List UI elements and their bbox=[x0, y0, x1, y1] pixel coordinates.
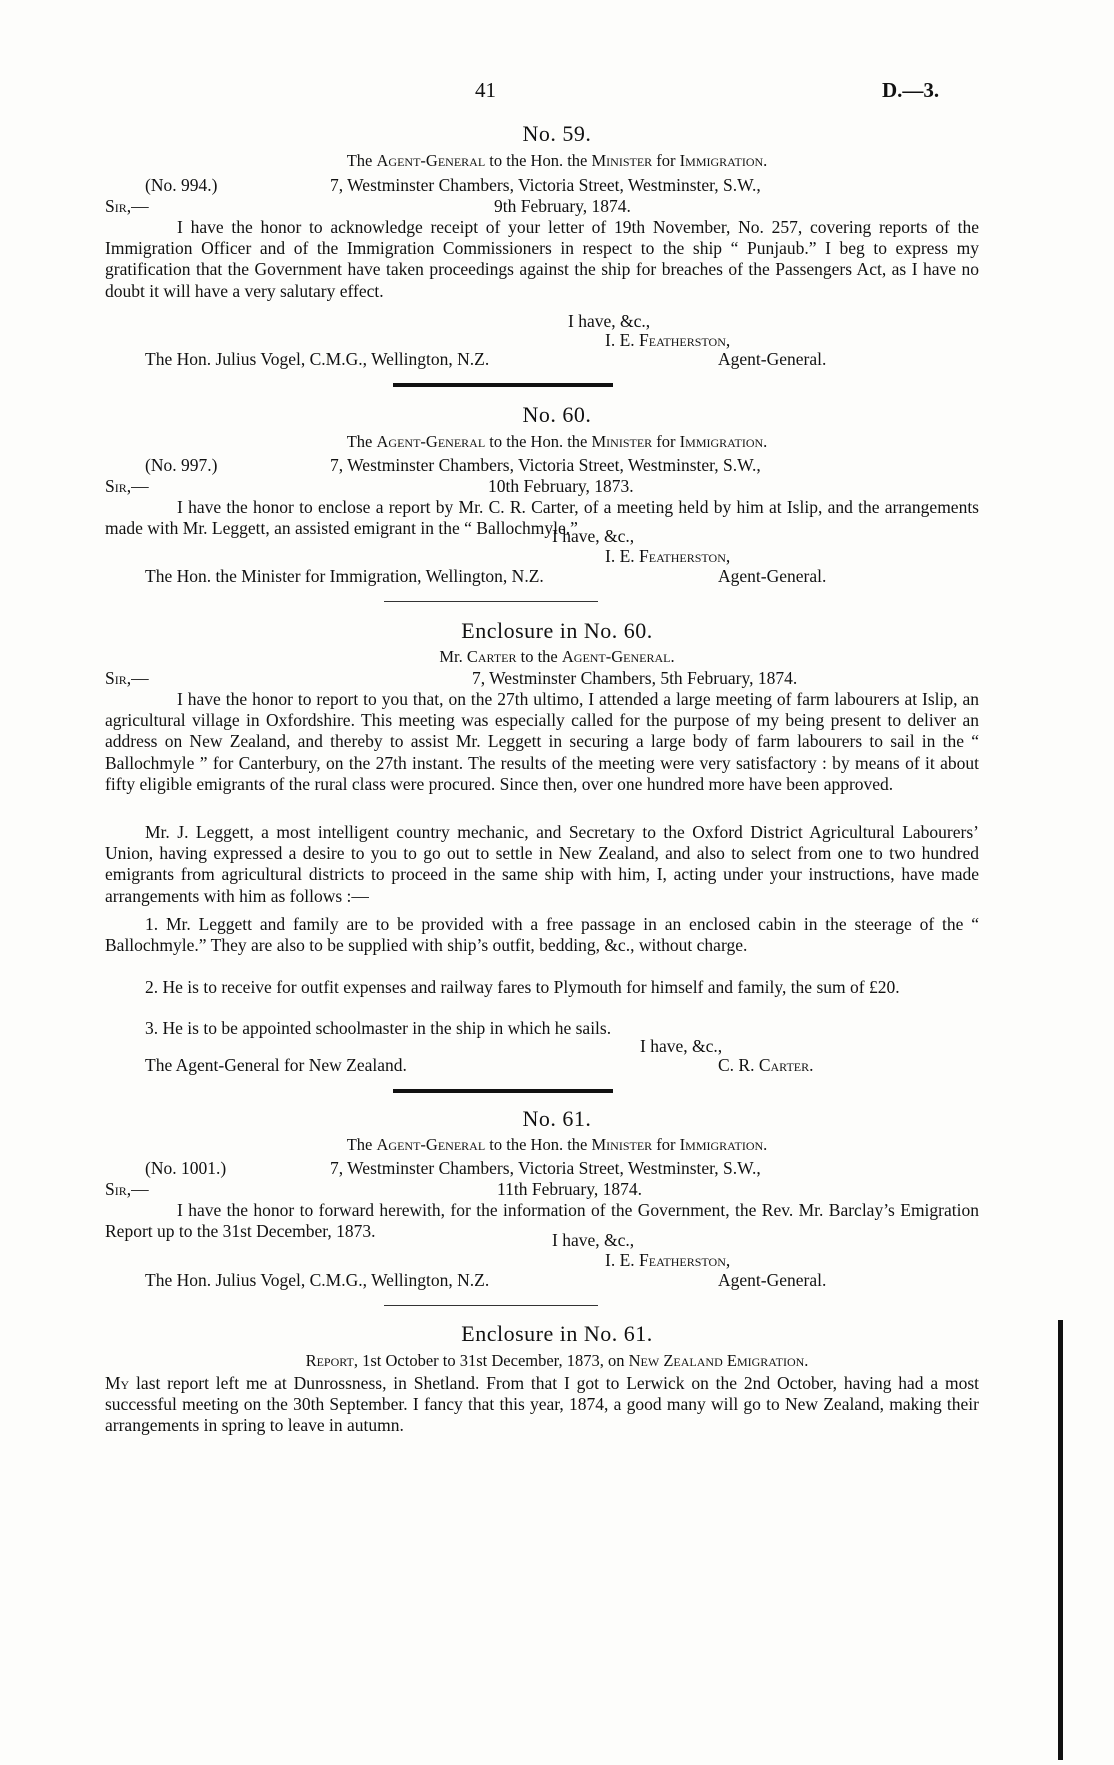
letter-60-address: 7, Westminster Chambers, Victoria Street, Westminster, S.W., bbox=[330, 455, 761, 475]
enclosure-60-item-3: 3. He is to be appointed schoolmaster in the ship in which he sails. bbox=[145, 1018, 612, 1038]
section-divider bbox=[384, 1305, 598, 1306]
enclosure-60-item-2: 2. He is to receive for outfit expenses and railway fares to Plymouth for himself and family, the sum of £20. bbox=[145, 977, 900, 997]
enclosure-61-first-word: My bbox=[105, 1373, 130, 1393]
enclosure-60-address-date: 7, Westminster Chambers, 5th February, 1874. bbox=[472, 668, 798, 688]
enclosure-60-from-to: Mr. Carter to the Agent-General. bbox=[439, 647, 675, 666]
scan-edge-line bbox=[1058, 1320, 1063, 1760]
section-divider bbox=[384, 601, 598, 602]
letter-59-recipient: The Hon. Julius Vogel, C.M.G., Wellington, N.Z. bbox=[145, 349, 490, 369]
enclosure-61-body bbox=[105, 1373, 979, 1437]
letter-60-salutation: Sir,— bbox=[105, 476, 149, 496]
letter-59-date: 9th February, 1874. bbox=[494, 196, 631, 216]
letter-59-closing: I have, &c., bbox=[568, 311, 651, 331]
letter-60-ref: (No. 997.) bbox=[145, 455, 218, 475]
enclosure-60-paragraph-2: Mr. J. Leggett, a most intelligent country mechanic, and Secretary to the Oxford District Agricultural Labourers’ Union, having expressed a desire to you to go out to settle in New Zealand, and also to select from one to two hundred emigrants from agricultural districts to proceed in the same ship with him, I, acting under your instructions, have made arrangements with him as follows :— bbox=[105, 822, 979, 906]
letter-60-closing: I have, &c., bbox=[552, 526, 635, 546]
enclosure-60-salutation: Sir,— bbox=[105, 668, 149, 688]
letter-60-sign-title: Agent-General. bbox=[718, 566, 827, 586]
letter-60-body: I have the honor to enclose a report by Mr. C. R. Carter, of a meeting held by him at Islip, and the arrangements made with Mr. Leggett, an assisted emigrant in the “ Ballochmyle.” bbox=[105, 497, 979, 539]
enclosure-60-signature: C. R. Carter. bbox=[718, 1055, 814, 1075]
section-divider bbox=[393, 383, 613, 387]
letter-61-from-to: The Agent-General to the Hon. the Minister for Immigration. bbox=[346, 1135, 768, 1154]
letter-60-date: 10th February, 1873. bbox=[488, 476, 634, 496]
page-number: 41 bbox=[475, 78, 496, 102]
letter-61-date: 11th February, 1874. bbox=[497, 1179, 642, 1199]
letter-61-ref: (No. 1001.) bbox=[145, 1158, 227, 1178]
letter-61-body: I have the honor to forward herewith, for the information of the Government, the Rev. Mr. Barclay’s Emigration Report up to the 31st December, 1873. bbox=[105, 1200, 979, 1242]
enclosure-61-title: Enclosure in No. 61. bbox=[461, 1321, 653, 1346]
letter-60-title: No. 60. bbox=[522, 402, 592, 427]
letter-60-recipient: The Hon. the Minister for Immigration, Wellington, N.Z. bbox=[145, 566, 544, 586]
letter-61-sign-title: Agent-General. bbox=[718, 1270, 827, 1290]
letter-61-salutation: Sir,— bbox=[105, 1179, 149, 1199]
letter-59-address: 7, Westminster Chambers, Victoria Street, Westminster, S.W., bbox=[330, 175, 761, 195]
section-divider bbox=[393, 1089, 613, 1093]
letter-60-from-to: The Agent-General to the Hon. the Minister for Immigration. bbox=[346, 432, 768, 451]
letter-61-closing: I have, &c., bbox=[552, 1230, 635, 1250]
letter-60-signature: I. E. Featherston, bbox=[605, 546, 731, 566]
letter-61-signature: I. E. Featherston, bbox=[605, 1250, 731, 1270]
enclosure-60-item-1: 1. Mr. Leggett and family are to be provided with a free passage in an enclosed cabin in the steerage of the “ Ballochmyle.” They are also to be supplied with ship’s outfit, bedding, &c., without charge. bbox=[105, 914, 979, 956]
letter-59-title: No. 59. bbox=[522, 121, 592, 146]
enclosure-60-paragraph-1: I have the honor to report to you that, on the 27th ultimo, I attended a large meeting of farm labourers at Islip, an agricultural village in Oxfordshire. This meeting was especially called for the purpose of my being present to deliver an address on New Zealand, and thereby to assist Mr. Leggett in securing a large body of farm labourers to sail in the “ Ballochmyle ” for Canterbury, on the 27th instant. The results of the meeting were very satisfactory : by means of it about fifty eligible emigrants of the rural class were procured. Since then, over one hundred more have been approved. bbox=[105, 689, 979, 794]
letter-59-salutation: Sir,— bbox=[105, 196, 149, 216]
enclosure-61-body-text: last report left me at Dunrossness, in Shetland. From that I got to Lerwick on the 2nd October, having had a most successful meeting on the 30th September. I fancy that this year, 1874, a good many will go to New Zealand, making their arrangements in spring to leave in autumn. bbox=[105, 1373, 979, 1436]
enclosure-60-closing: I have, &c., bbox=[640, 1036, 723, 1056]
enclosure-60-title: Enclosure in No. 60. bbox=[461, 618, 653, 643]
letter-61-address: 7, Westminster Chambers, Victoria Street, Westminster, S.W., bbox=[330, 1158, 761, 1178]
letter-59-ref: (No. 994.) bbox=[145, 175, 218, 195]
letter-61-recipient: The Hon. Julius Vogel, C.M.G., Wellington, N.Z. bbox=[145, 1270, 490, 1290]
letter-59-body: I have the honor to acknowledge receipt of your letter of 19th November, No. 257, covering reports of the Immigration Officer and of the Immigration Commissioners in respect to the ship “ Punjaub.” I beg to express my gratification that the Government have taken proceedings against the ship for breaches of the Passengers Act, as I have no doubt it will have a very salutary effect. bbox=[105, 217, 979, 301]
letter-59-from-to: The Agent-General to the Hon. the Minister for Immigration. bbox=[346, 151, 768, 170]
document-reference: D.—3. bbox=[882, 78, 940, 102]
letter-59-sign-title: Agent-General. bbox=[718, 349, 827, 369]
enclosure-60-recipient: The Agent-General for New Zealand. bbox=[145, 1055, 407, 1075]
letter-59-signature: I. E. Featherston, bbox=[605, 330, 731, 350]
enclosure-61-heading: Report, 1st October to 31st December, 1873, on New Zealand Emigration. bbox=[305, 1351, 809, 1370]
letter-61-title: No. 61. bbox=[522, 1106, 592, 1131]
